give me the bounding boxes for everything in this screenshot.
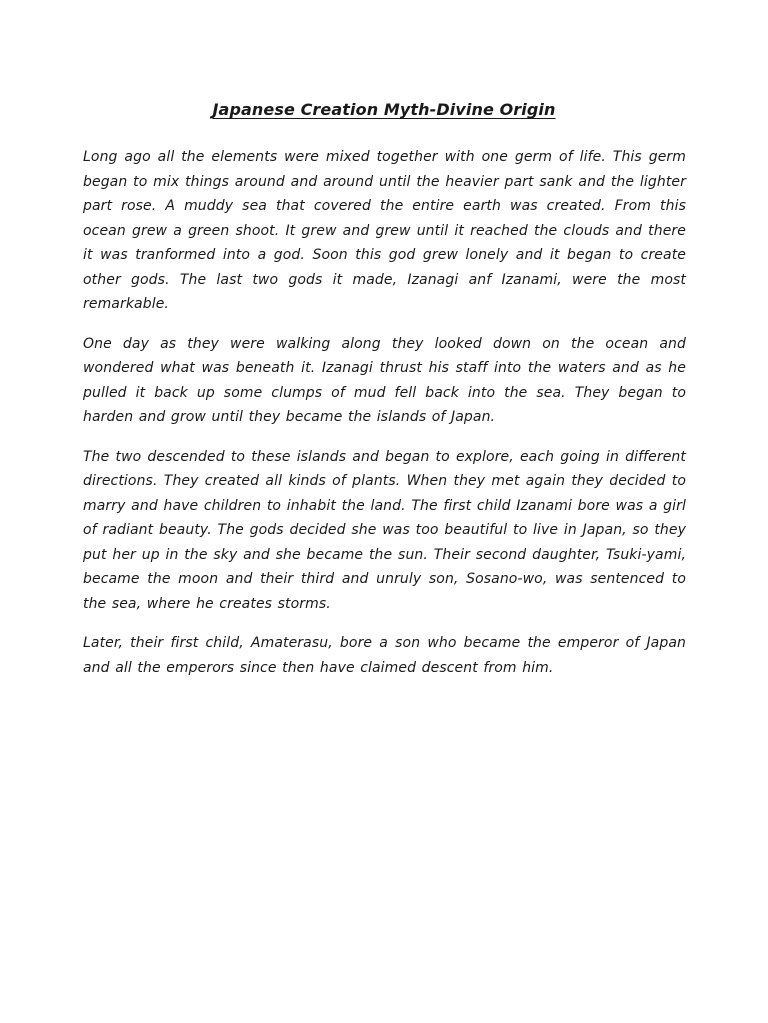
paragraph-2: One day as they were walking along they looked down on the ocean and wondered what was beneath it. Izanagi thrust his staff into the waters and as he pulled it back up some clumps of mud fell back into the sea. They began to harden and grow until they became the islands of Japan. bbox=[83, 335, 686, 425]
paragraph-1: Long ago all the elements were mixed together with one germ of life. This germ began to mix things around and around until the heavier part sank and the lighter part rose. A muddy sea that covered the entire earth was created. From this ocean grew a green shoot. It grew and grew until it reached the clouds and there it was tranformed into a god. Soon this god grew lonely and it began to create other gods. The last two gods it made, Izanagi anf Izanami, were the most remarkable. bbox=[83, 149, 686, 312]
document-title: Japanese Creation Myth-Divine Origin bbox=[212, 100, 556, 119]
paragraph-3: The two descended to these islands and began to explore, each going in different directions. They created all kinds of plants. When they met again they decided to marry and have children to inhabit the land. The first child Izanami bore was a girl of radiant beauty. The gods decided she was too beautiful to live in Japan, so they put her up in the sky and she became the sun. Their second daughter, Tsuki-yami, became the moon and their third and unruly son, Sosano-wo, was sentenced to the sea, where he creates storms. bbox=[83, 448, 686, 612]
paragraph-4: Later, their first child, Amaterasu, bore a son who became the emperor of Japan and all the emperors since then have claimed descent from him. bbox=[83, 635, 686, 676]
document-body bbox=[83, 145, 686, 695]
